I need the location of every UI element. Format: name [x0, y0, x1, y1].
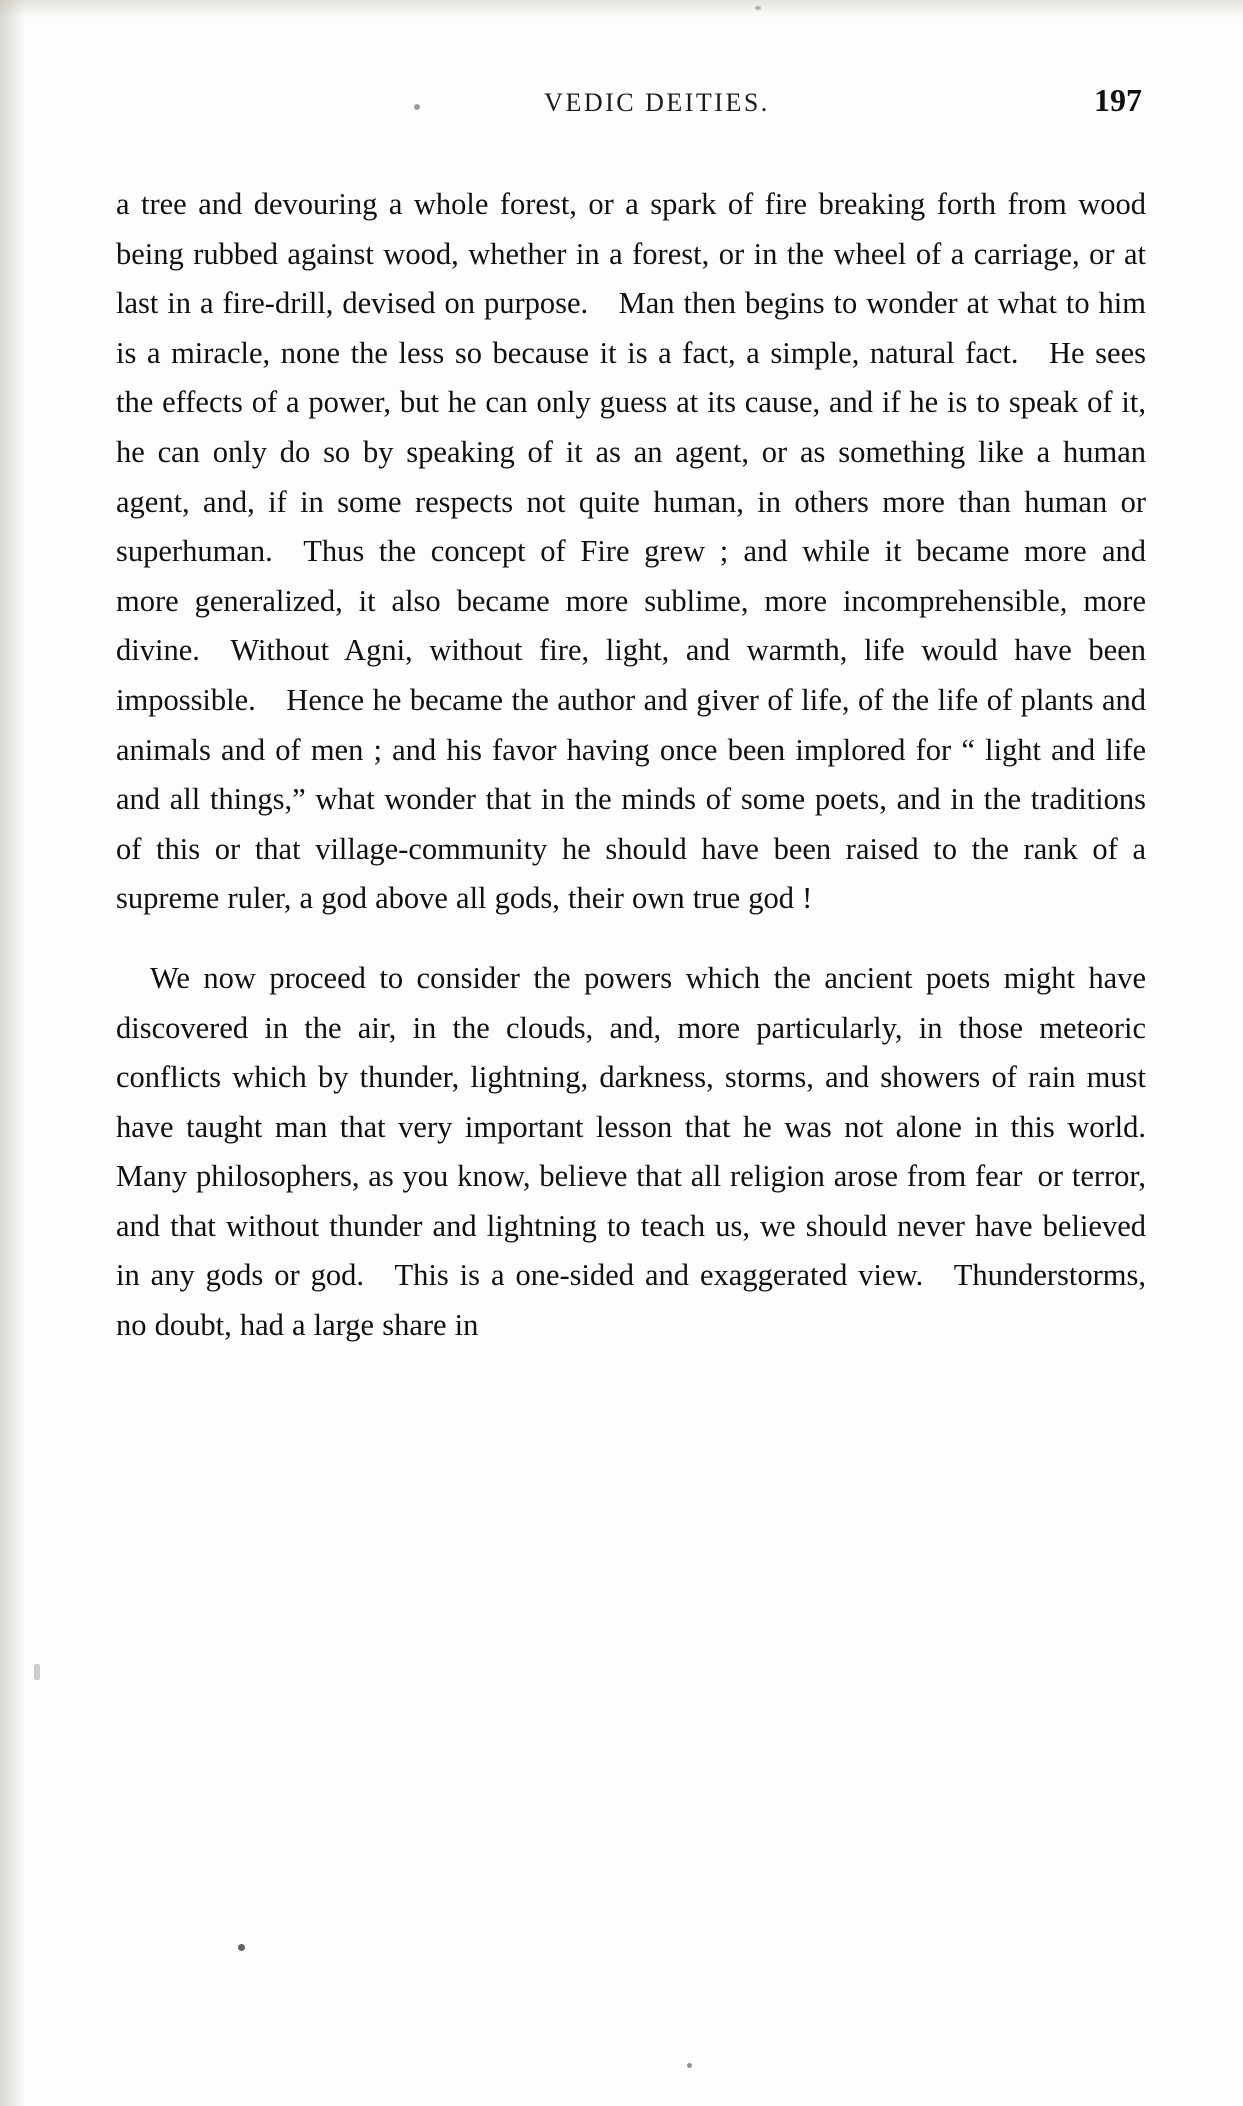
- paragraph: a tree and devouring a whole forest, or a spark of fire breaking forth from wood being rubbed against wood, whether in a forest, or in the wheel of a carriage, or at last in a fire-drill, devised on purpose. Man then begins to wonder at what to him is a miracle, none the less so because it is a fact, a simple, natural fact. He sees the effects of a power, but he can only guess at its cause, and if he is to speak of it, he can only do so by speaking of it as an agent, or as something like a human agent, and, if in some respects not quite human, in others more than human or superhuman. Thus the concept of Fire grew ; and while it became more and more generalized, it also became more sublime, more incomprehensible, more divine. Without Agni, without fire, light, and warmth, life would have been impossible. Hence he became the author and giver of life, of the life of plants and animals and of men ; and his favor having once been implored for “ light and life and all things,” what wonder that in the minds of some poets, and in the traditions of this or that village-community he should have been raised to the rank of a supreme ruler, a god above all gods, their own true god !: [116, 187, 1146, 916]
- page-speck: [238, 1944, 245, 1951]
- page-speck: [414, 104, 420, 110]
- page-speck: [755, 6, 761, 10]
- page-speck: [34, 1664, 40, 1680]
- page-number: 197: [1094, 82, 1142, 118]
- paragraph: We now proceed to consider the powers which the ancient poets might have discovered in the air, in the clouds, and, more particularly, in those meteoric conflicts which by thunder, lightning, darkness, storms, and showers of rain must have taught man that very important lesson that he was not alone in this world. Many philosophers, as you know, believe that all religion arose from fear or terror, and that without thunder and lightning to teach us, we should never have believed in any gods or god. This is a one-sided and exaggerated view. Thunderstorms, no doubt, had a large share in: [116, 960, 1146, 1343]
- page-speck: [687, 2063, 692, 2068]
- body-text: [116, 180, 1146, 1381]
- page-edge-shadow-left: [0, 0, 26, 2106]
- page-header: [112, 82, 1142, 119]
- running-head: VEDIC DEITIES.: [544, 88, 770, 117]
- page-edge-shadow-top: [0, 0, 1243, 18]
